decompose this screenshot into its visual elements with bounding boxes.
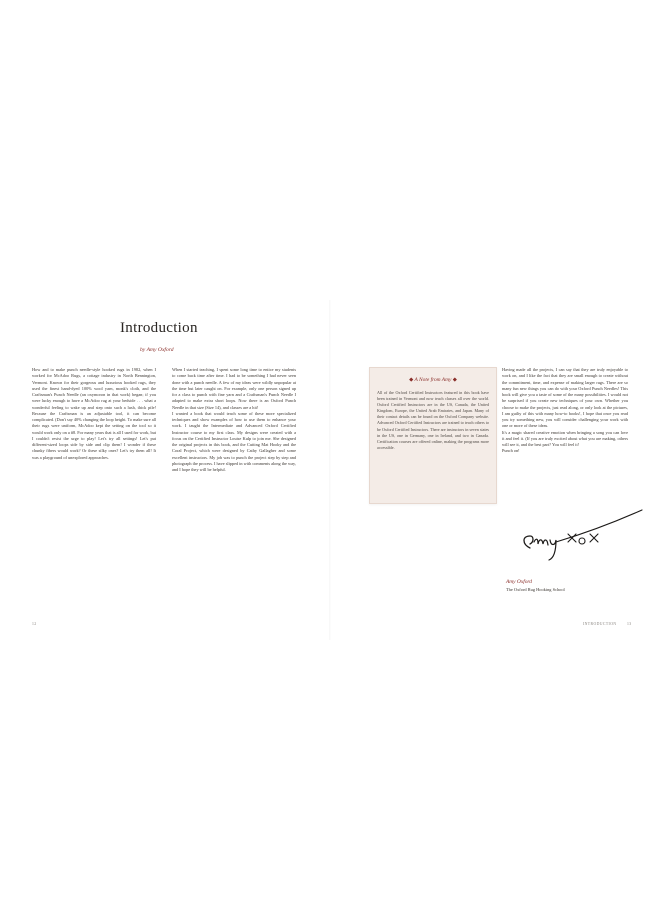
- diamond-ornament-left-icon: ◆: [409, 377, 415, 383]
- page-number-right: 13: [627, 622, 632, 626]
- page-gutter: [329, 300, 331, 640]
- signature-title: The Oxford Rug Hooking School: [506, 587, 565, 592]
- note-body: All of the Oxford Certified Instructors featured in this book have been trained in Vermont and now teach classes all over the world. Oxford Certified Instructors are in the US, Canada, the United Kingdom, Europe, the United Arab Emirates, and Japan. Many of their contact details can be found on the Oxford Company website. Advanced Oxford Certified Instructors are trained to teach others to be Oxford Certified Instructors. There are instructors in seven states in the US, one in Germany, one in Ireland, and two in Canada. Certification courses are offered online, making the programs more accessible.: [377, 390, 489, 450]
- chapter-byline: by Amy Oxford: [140, 347, 174, 353]
- handwritten-signature: [516, 508, 646, 568]
- body-column-4: Having made all the projects, I can say that they are truly enjoyable to work on, and I like the fact that they are small enough to create without the commitment, time, and expense of making larger rugs. There are so many fun new things you can do with your Oxford Punch Needles! This book will give you a taste of some of the many possibilities. I would not be surprised if you create new techniques of your own. Whether you choose to make the projects, just read along, or only look at the pictures, I am guilty of this with many how-to books!, I hope that once you read you try something new, you will consider challenging your work with one or more of these ideas. It's a magic shared creative emotion when bringing a song you can love it and feel it. (If you are truly excited about what you are making, others will see it, and the best part? You will feel it! Punch on!: [502, 367, 628, 454]
- page-number-left: 12: [32, 622, 37, 626]
- chapter-title: Introduction: [120, 320, 198, 336]
- body-column-2: When I started teaching, I spent some long time to entice my students to come back time after time. I had to be something I had never seen done with a punch needle. A few of my ideas were wildly unpopular at the time but later caught on. For example, only one person signed up for a class to punch with fine yarn and a Craftsman's Punch Needle I adapted to make extra short loops. Now there is an Oxford Punch Needle in that size (Size 14), and classes are a hit! I wanted a book that would teach some of these more specialized techniques and show examples of how to use them to enhance your work. I taught the Intermediate and Advanced Oxford Certified Instructor course to my first class. My designs were created with a focus on the Certified Instructor Louise Kulp to join me. She designed the original projects in this book, and the Cutting Mat Hooky and the Coral Project, which were designed by Cathy Gallagher and some excellent instructors. My job was to punch the project step by step and photograph the process. I have slipped in with comments along the way, and I hope they will be helpful.: [172, 367, 296, 472]
- note-sidebar: [369, 367, 497, 504]
- running-head-right: INTRODUCTION: [583, 622, 617, 626]
- signature-name: Amy Oxford: [506, 579, 532, 585]
- note-heading-text: A Note from Amy: [414, 377, 452, 383]
- body-column-1: How and to make punch needle-style hooked rugs in 1982, when I worked for McAdoo Rugs, a cottage industry in North Bennington, Vermont. Known for their gorgeous and luxurious hooked rugs, they used the finest hand-dyed 100% wool yarn, monk's cloth, and the Craftsman's Punch Needle (an oxymoron in that work) began; if you were lucky enough to have a McAdoo rug at your bedside . . . what a wonderful feeling to wake up and step onto such a lush, thick pile! Because the Craftsman is an adjustable tool, it can become complicated. (Don't say 40% changing the loop height. To make sure all their rugs were uniform, McAdoo kept the setting on the tool so it would work only on a #8. For many years that is all I used for work, but I couldn't resist the urge to play! Let's try all settings! Let's put different-sized loops side by side and clip them! I wonder if these chunky fibers would work? Or these silky ones? Let's try them all! It was a playground of unexplored approaches.: [32, 367, 156, 460]
- note-heading: [370, 377, 496, 383]
- diamond-ornament-right-icon: ◆: [451, 377, 457, 383]
